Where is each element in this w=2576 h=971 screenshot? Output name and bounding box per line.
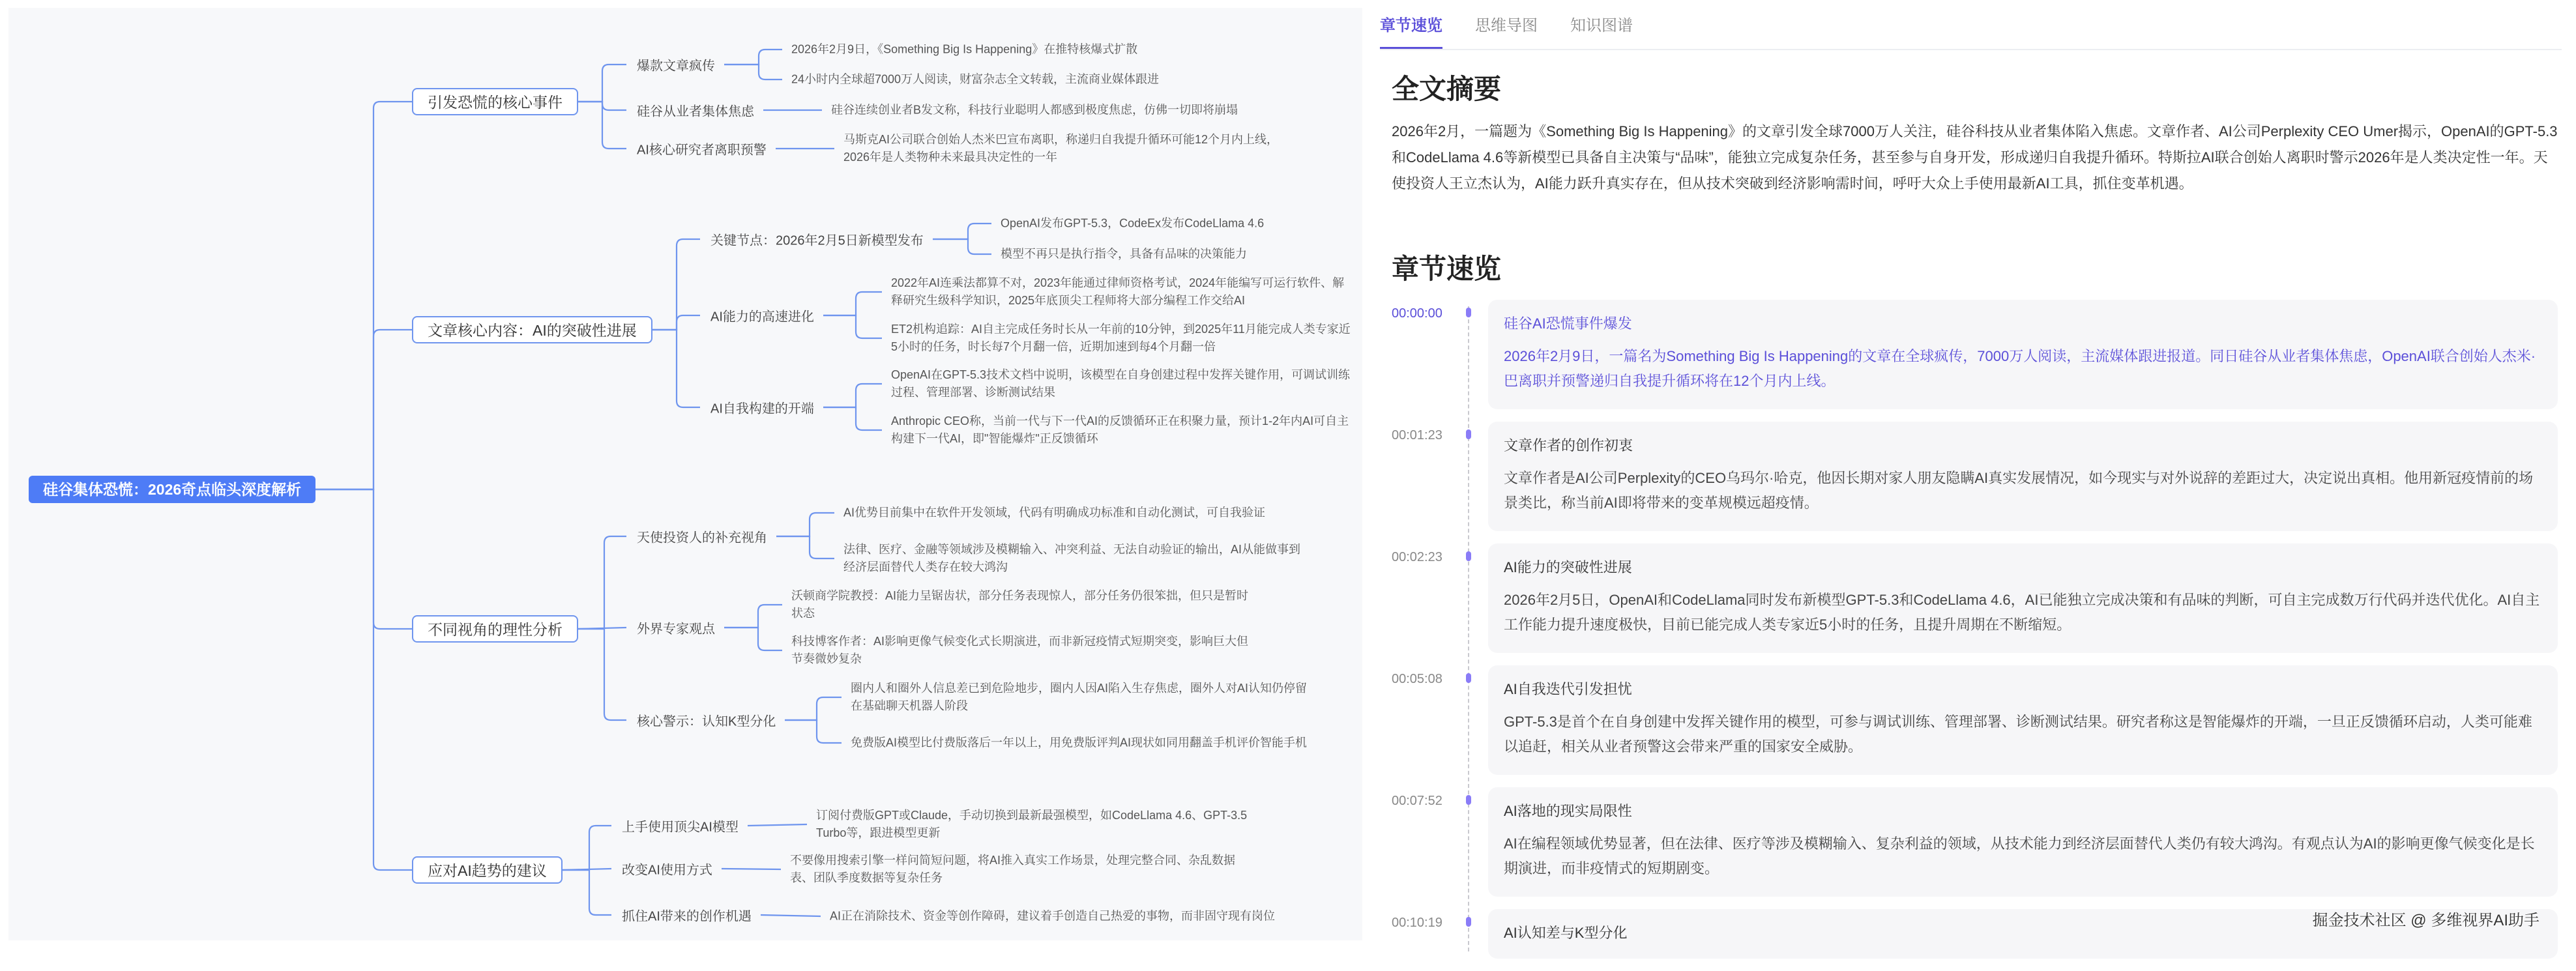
mindmap-root-node[interactable]: 硅谷集体恐慌：2026奇点临头深度解析 [29,476,315,503]
mindmap-leaf-node[interactable]: 2022年AI连乘法都算不对，2023年能通过律师资格考试，2024年能编写可运行软件、解释研究生级科学知识，2025年底顶尖工程师将大部分编程工作交给AI [891,276,1345,307]
tab-knowledge-graph[interactable]: 知识图谱 [1570,17,1633,35]
chapter-timestamp[interactable]: 00:05:08 [1392,672,1442,686]
mindmap-branch-node[interactable]: 不同视角的理性分析 [412,615,578,643]
mindmap-subtopic-node[interactable]: AI核心研究者离职预警 [637,143,767,158]
mindmap-leaf-node[interactable]: 2026年2月9日，《Something Big Is Happening》在推特核爆式扩散 [791,42,1138,56]
chapter-card[interactable] [1488,787,2558,897]
mindmap-subtopic-node[interactable]: AI自我构建的开端 [710,401,814,416]
mindmap-subtopic-node[interactable]: 外界专家观点 [637,622,715,637]
mindmap-leaf-node[interactable]: 圈内人和圈外人信息差已到危险地步，圈内人因AI陷入生存焦虑，圈外人对AI认知仍停留在基础聊天机器人阶段 [851,682,1308,712]
mindmap-leaf-node[interactable]: 法律、医疗、金融等领域涉及模糊输入、冲突利益、无法自动验证的输出，AI从能做事到经济层面替代人类存在较大鸿沟 [843,543,1301,573]
mindmap-leaf-node[interactable]: OpenAI发布GPT-5.3，CodeEx发布CodeLlama 4.6 [1001,216,1265,230]
mindmap-leaf-node[interactable]: 24小时内全球超7000万人阅读，财富杂志全文转载，主流商业媒体跟进 [791,72,1160,86]
chapter-body: 2026年2月5日，OpenAI和CodeLlama同时发布新模型GPT-5.3和CodeLlama 4.6，AI已能独立完成决策和有品味的判断，可自主完成数万行代码并迭代优化。AI自主工作能力提升速度极快，目前已能完成人类专家近5小时的任务，且提升周期在不断缩短。 [1504,592,2540,633]
chapter-timestamp[interactable]: 00:00:00 [1392,306,1442,321]
timeline-dot-icon [1466,308,1471,317]
mindmap-leaf-node[interactable]: ET2机构追踪：AI自主完成任务时长从一年前的10分钟，到2025年11月能完成人类专家近5小时的任务，时长每7个月翻一倍，近期加速到每4个月翻一倍 [891,323,1351,353]
summary-text: 2026年2月，一篇题为《Something Big Is Happening》的文章引发全球7000万人关注，硅谷科技从业者集体陷入焦虑。文章作者、AI公司Perplexity CEO Umer揭示，OpenAI的GPT-5.3和CodeLlama 4.6等新模型已具备自主决策与“品味”，能独立完成复杂任务，甚至参与自身开发，形成递归自我提升循环。特斯拉AI联合创始人离职时警示2026年是人类决定性一年。天使投资人王立杰认为，AI能力跃升真实存在，但从技术突破到经济影响需时间，呼吁大众上手使用最新AI工具，抓住变革机遇。 [1392,123,2558,192]
chapter-timestamp[interactable]: 00:02:23 [1392,550,1442,564]
mindmap-branch-node[interactable]: 文章核心内容：AI的突破性进展 [412,316,652,343]
chapter-item[interactable] [1375,665,2558,775]
mindmap-subtopic-node[interactable]: 关键节点：2026年2月5日新模型发布 [710,233,924,248]
chapter-title: 硅谷AI恐慌事件爆发 [1504,315,1632,332]
chapter-item[interactable] [1375,787,2558,897]
chapter-list [1375,300,2558,971]
chapter-title: AI能力的突破性进展 [1504,559,1632,575]
chapter-timestamp[interactable]: 00:10:19 [1392,916,1442,930]
chapters-title: 章节速览 [1392,254,1502,284]
mindmap-subtopic-node[interactable]: AI能力的高速进化 [710,310,814,325]
watermark: 掘金技术社区 @ 多维视界AI助手 [2312,912,2539,929]
timeline-dot-icon [1466,673,1471,683]
timeline-dot-icon [1466,429,1471,439]
chapter-card[interactable] [1488,543,2558,653]
chapter-title: 文章作者的创作初衷 [1504,437,1633,454]
chapter-card[interactable] [1488,422,2558,531]
chapter-timestamp[interactable]: 00:01:23 [1392,428,1442,442]
chapter-timestamp[interactable]: 00:07:52 [1392,794,1442,808]
chapter-card[interactable] [1488,665,2558,775]
chapter-body: AI在编程领域优势显著，但在法律、医疗等涉及模糊输入、复杂利益的领域，从技术能力到经济层面替代人类仍有较大鸿沟。有观点认为AI的影响更像气候变化是长期演进，而非疫情式的短期剧变。 [1504,835,2535,877]
mindmap-subtopic-node[interactable]: 上手使用顶尖AI模型 [622,820,739,835]
mindmap-leaf-node[interactable]: 订阅付费版GPT或Claude，手动切换到最新最强模型，如CodeLlama 4.6、GPT-3.5 Turbo等，跟进模型更新 [816,809,1248,839]
right-panel [1375,0,2562,951]
chapter-card[interactable] [1488,300,2558,409]
mindmap-subtopic-node[interactable]: 天使投资人的补充视角 [637,530,767,545]
chapter-title: AI落地的现实局限性 [1504,803,1632,819]
timeline-dot-icon [1466,795,1471,805]
chapter-item[interactable] [1375,300,2558,409]
mindmap-leaf-node[interactable]: 不要像用搜索引擎一样问简短问题，将AI推入真实工作场景，处理完整合同、杂乱数据表、团队季度数据等复杂任务 [790,854,1236,884]
mindmap-leaf-node[interactable]: 马斯克AI公司联合创始人杰米巴宣布离职，称递归自我提升循环可能12个月内上线，2026年是人类物种未来最具决定性的一年 [843,133,1279,164]
mindmap-subtopic-node[interactable]: 核心警示：认知K型分化 [637,714,776,729]
timeline-dot-icon [1466,917,1471,927]
mindmap-leaf-node[interactable]: Anthropic CEO称，当前一代与下一代AI的反馈循环正在积聚力量，预计1-2年内AI可自主构建下一代AI，即"智能爆炸"正反馈循环 [891,414,1349,445]
tab-bar [1380,14,1633,50]
mindmap-subtopic-node[interactable]: 抓住AI带来的创作机遇 [622,909,752,924]
chapter-title: AI自我迭代引发担忧 [1504,681,1632,697]
chapter-item[interactable] [1375,422,2558,531]
mindmap-leaf-node[interactable]: 沃顿商学院教授：AI能力呈锯齿状，部分任务表现惊人，部分任务仍很笨拙，但只是暂时状态 [791,589,1249,620]
tab-chapter-overview[interactable]: 章节速览 [1380,14,1442,50]
mindmap-leaf-node[interactable]: AI优势目前集中在软件开发领域，代码有明确成功标准和自动化测试，可自我验证 [843,506,1266,519]
mindmap-leaf-node[interactable]: 硅谷连续创业者B发文称，科技行业聪明人都感到极度焦虑，仿佛一切即将崩塌 [831,103,1238,117]
mindmap-leaf-node[interactable]: 免费版AI模型比付费版落后一年以上，用免费版评判AI现状如同用翻盖手机评价智能手机 [851,736,1308,749]
mindmap-leaf-node[interactable]: AI正在消除技术、资金等创作障碍，建议着手创造自己热爱的事物，而非固守现有岗位 [830,909,1276,923]
chapter-body: 文章作者是AI公司Perplexity的CEO乌玛尔·哈克，他因长期对家人朋友隐瞒AI真实发展情况，如今现实与对外说辞的差距过大，决定说出真相。他用新冠疫情前的场景类比，称当前AI即将带来的变革规模远超疫情。 [1504,470,2534,511]
mindmap-branch-node[interactable]: 引发恐慌的核心事件 [412,88,578,115]
chapter-body: GPT-5.3是首个在自身创建中发挥关键作用的模型，可参与调试训练、管理部署、诊断测试结果。研究者称这是智能爆炸的开端，一旦正反馈循环启动，人类可能难以追赶，相关从业者预警这会带来严重的国家安全威胁。 [1504,714,2532,755]
mindmap-leaf-node[interactable]: OpenAI在GPT-5.3技术文档中说明，该模型在自身创建过程中发挥关键作用，可调试训练过程、管理部署、诊断测试结果 [891,368,1351,399]
summary-title: 全文摘要 [1392,74,1502,104]
tab-mindmap[interactable]: 思维导图 [1475,17,1538,35]
tab-divider [1380,49,2562,50]
mindmap-subtopic-node[interactable]: 改变AI使用方式 [622,863,712,878]
mindmap-leaf-node[interactable]: 模型不再只是执行指令，具备有品味的决策能力 [1001,247,1247,261]
chapter-body: 2026年2月9日，一篇名为Something Big Is Happening的文章在全球疯传，7000万人阅读，主流媒体跟进报道。同日硅谷从业者集体焦虑，OpenAI联合创始人杰米·巴离职并预警递归自我提升循环将在12个月内上线。 [1504,348,2536,389]
mindmap-subtopic-node[interactable]: 硅谷从业者集体焦虑 [637,104,754,119]
mindmap-subtopic-node[interactable]: 爆款文章疯传 [637,59,715,74]
timeline-dot-icon [1466,551,1471,561]
mindmap-branch-node[interactable]: 应对AI趋势的建议 [412,856,563,884]
chapter-title: AI认知差与K型分化 [1504,925,1628,941]
mindmap-leaf-node[interactable]: 科技博客作者：AI影响更像气候变化式长期演进，而非新冠疫情式短期突变，影响巨大但节奏微妙复杂 [791,635,1249,665]
chapter-item[interactable] [1375,543,2558,653]
